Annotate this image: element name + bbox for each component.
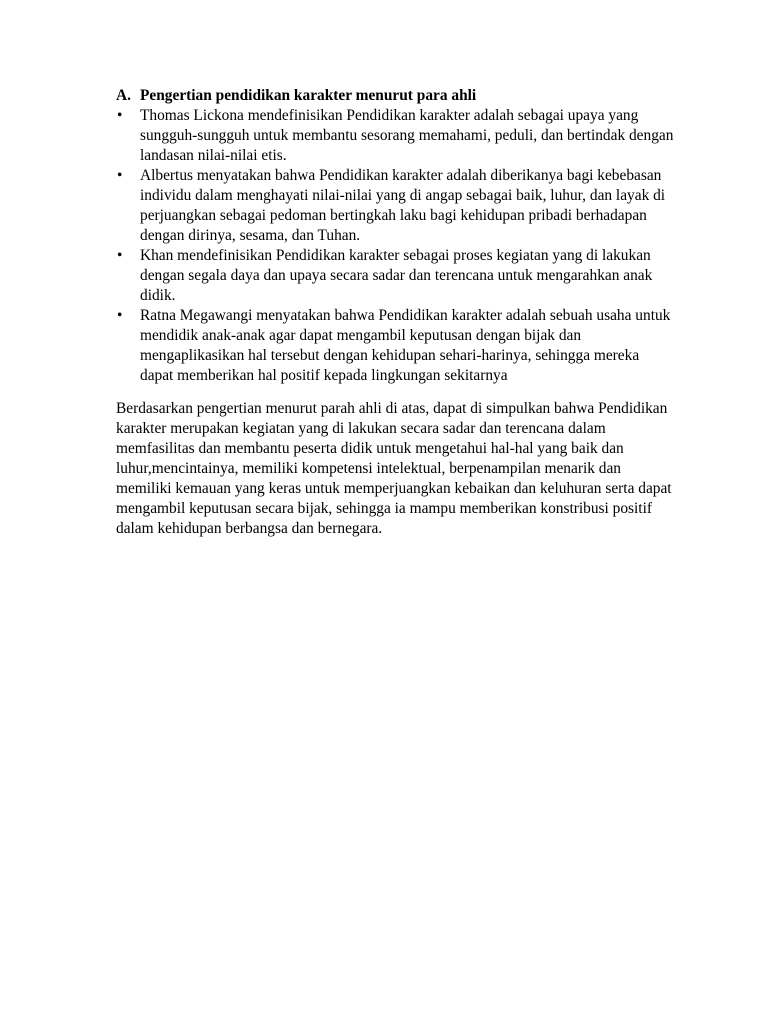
list-item-text: Khan mendefinisikan Pendidikan karakter sebagai proses kegiatan yang di lakukan dengan segala daya dan upaya secara sadar dan terencana untuk mengarahkan anak didik. [140, 247, 653, 304]
list-item [116, 166, 676, 246]
conclusion-paragraph: Berdasarkan pengertian menurut parah ahli di atas, dapat di simpulkan bahwa Pendidikan karakter merupakan kegiatan yang di lakukan secara sadar dan terencana dalam memfasilitas dan membantu peserta didik untuk mengetahui hal-hal yang baik dan luhur,mencintainya, memiliki kompetensi intelektual, berpenampilan menarik dan memiliki kemauan yang keras untuk memperjuangkan kebaikan dan keluhuran serta dapat mengambil keputusan secara bijak, sehingga ia mampu memberikan konstribusi positif dalam kehidupan berbangsa dan bernegara. [116, 400, 672, 537]
list-item [116, 106, 676, 166]
list-item-text: Albertus menyatakan bahwa Pendidikan karakter adalah diberikanya bagi kebebasan individu dalam menghayati nilai-nilai yang di angap sebagai baik, luhur, dan layak di perjuangkan sebagai pedoman bertingkah laku bagi kehidupan pribadi berhadapan dengan dirinya, sesama, dan Tuhan. [140, 167, 666, 244]
list-item [116, 306, 676, 386]
bullet-icon: • [117, 167, 123, 184]
list-item-text: Ratna Megawangi menyatakan bahwa Pendidikan karakter adalah sebuah usaha untuk mendidik anak-anak agar dapat mengambil keputusan dengan bijak dan mengaplikasikan hal tersebut dengan kehidupan sehari-harinya, sehingga mereka dapat memberikan hal positif kepada lingkungan sekitarnya [140, 307, 671, 384]
bullet-icon: • [117, 247, 123, 264]
bullet-icon: • [117, 107, 123, 124]
document-content [116, 86, 676, 539]
list-item [116, 246, 676, 306]
section-title: Pengertian pendidikan karakter menurut para ahli [140, 87, 477, 104]
bullet-icon: • [117, 307, 123, 324]
section-marker: A. [116, 87, 131, 104]
section-heading [116, 86, 676, 106]
list-item-text: Thomas Lickona mendefinisikan Pendidikan karakter adalah sebagai upaya yang sungguh-sungguh untuk membantu sesorang memahami, peduli, dan bertindak dengan landasan nilai-nilai etis. [140, 107, 674, 164]
definitions-list [116, 106, 676, 386]
